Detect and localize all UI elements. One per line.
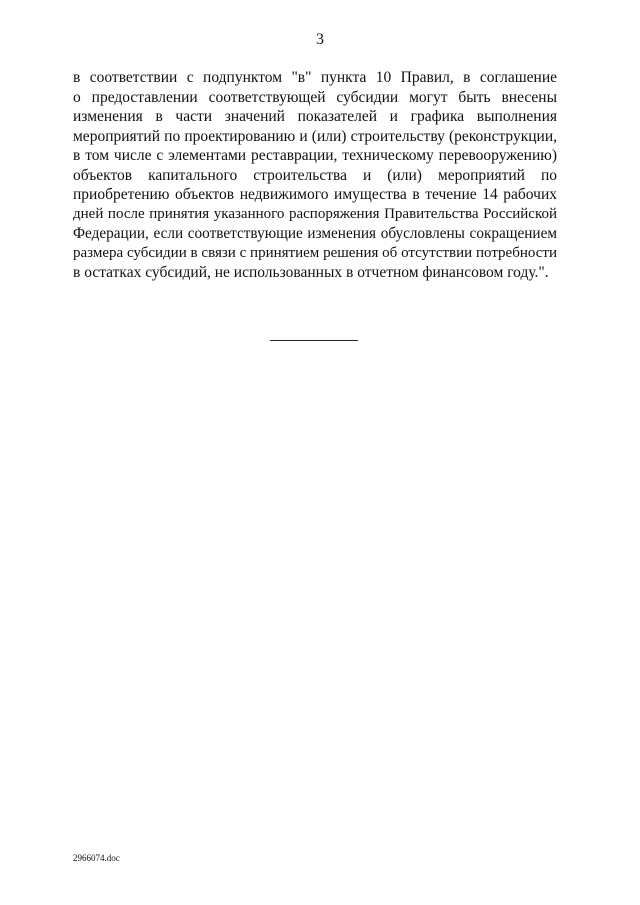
paragraph-line: размера субсидии в связи с принятием решения об отсутствии потребности bbox=[73, 244, 557, 261]
end-of-text-divider bbox=[270, 340, 358, 341]
footer-filename: 2966074.doc bbox=[73, 853, 120, 863]
paragraph-line: объектов капитального строительства и (или) мероприятий по bbox=[73, 166, 557, 184]
paragraph-line: приобретению объектов недвижимого имущества в течение 14 рабочих bbox=[73, 186, 557, 203]
paragraph-line: о предоставлении соответствующей субсидии могут быть внесены bbox=[73, 88, 557, 106]
paragraph-line: дней после принятия указанного распоряжения Правительства Российской bbox=[73, 205, 557, 222]
paragraph-line: мероприятий по проектированию и (или) строительству (реконструкции, bbox=[73, 127, 557, 145]
paragraph-line: изменения в части значений показателей и графика выполнения bbox=[73, 108, 557, 125]
paragraph-line: в соответствии с подпунктом "в" пункта 10 Правил, в соглашение bbox=[73, 69, 557, 86]
body-paragraph bbox=[73, 68, 557, 283]
paragraph-line-last: в остатках субсидий, не использованных в отчетном финансовом году.". bbox=[73, 264, 549, 281]
page-number: 3 bbox=[316, 31, 324, 48]
paragraph-line: в том числе с элементами реставрации, техническому перевооружению) bbox=[73, 147, 557, 164]
paragraph-line: Федерации, если соответствующие изменения обусловлены сокращением bbox=[73, 225, 557, 242]
